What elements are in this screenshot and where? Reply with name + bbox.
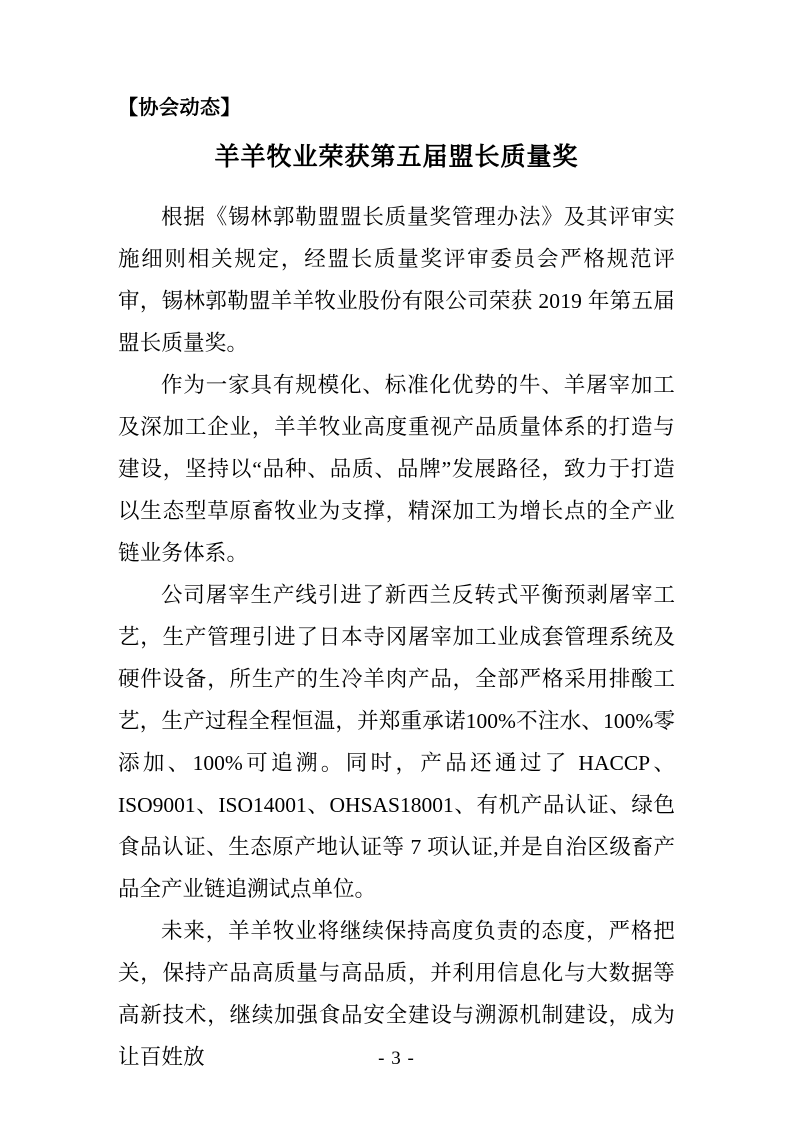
page-number: - 3 - [378,1048,415,1069]
section-tag: 【协会动态】 [118,95,241,119]
body-paragraph-4: 未来，羊羊牧业将继续保持高度负责的态度，严格把关，保持产品高质量与高品质，并利用信息化与大数据等高新技术，继续加强食品安全建设与溯源机制建设，成为让百姓放 [118,918,675,1069]
body-paragraph-2: 作为一家具有规模化、标准化优势的牛、羊屠宰加工及深加工企业，羊羊牧业高度重视产品质量体系的打造与建设，坚持以“品种、品质、品牌”发展路径，致力于打造以生态型草原畜牧业为支撑，精深加工为增长点的全产业链业务体系。 [118,372,675,565]
page-title: 羊羊牧业荣获第五届盟长质量奖 [214,142,579,171]
body-paragraph-1: 根据《锡林郭勒盟盟长质量奖管理办法》及其评审实施细则相关规定，经盟长质量奖评审委员会严格规范评审，锡林郭勒盟羊羊牧业股份有限公司荣获 2019 年第五届盟长质量奖。 [118,204,675,355]
body-paragraph-3: 公司屠宰生产线引进了新西兰反转式平衡预剥屠宰工艺，生产管理引进了日本寺冈屠宰加工业成套管理系统及硬件设备，所生产的生冷羊肉产品，全部严格采用排酸工艺，生产过程全程恒温，并郑重承诺100%不注水、100%零添加、100%可追溯。同时，产品还通过了 HACCP、ISO9001、ISO14001、OHSAS18001、有机产品认证、绿色食品认证、生态原产地认证等 7 项认证,并是自治区级畜产品全产业链追溯试点单位。 [118,582,675,901]
